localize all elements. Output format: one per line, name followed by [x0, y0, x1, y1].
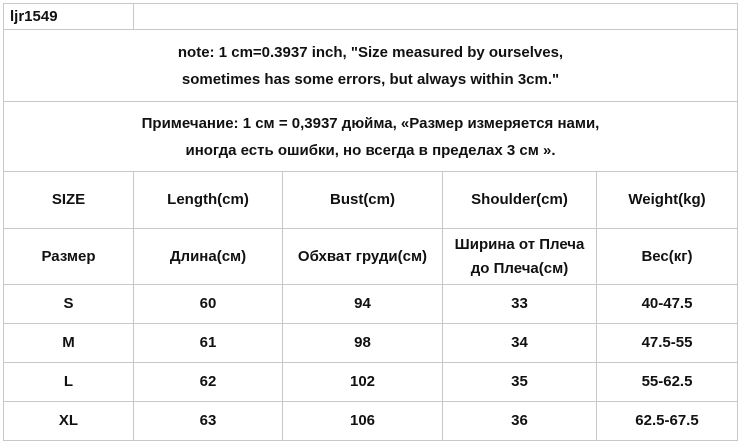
header-length: Length(cm): [134, 172, 283, 229]
cell-bust: 94: [283, 285, 443, 324]
cell-shoulder: 35: [443, 363, 597, 402]
cell-shoulder: 34: [443, 324, 597, 363]
header-row-russian: [4, 229, 738, 285]
table-row: [4, 324, 738, 363]
header-weight-ru: Вес(кг): [597, 229, 738, 285]
code-row-empty: [134, 4, 738, 30]
header-bust-ru: Обхват груди(см): [283, 229, 443, 285]
note-english-line-2: sometimes has some errors, but always within 3cm.": [181, 70, 560, 88]
note-english-line-1: note: 1 cm=0.3937 inch, "Size measured by ourselves,: [177, 43, 564, 61]
cell-weight: 47.5-55: [597, 324, 738, 363]
note-ru-row: [4, 102, 738, 172]
note-russian-line-2: иногда есть ошибки, но всегда в пределах 3 см ».: [185, 141, 556, 159]
code-row: [4, 4, 738, 30]
cell-length: 60: [134, 285, 283, 324]
header-shoulder: Shoulder(cm): [443, 172, 597, 229]
header-size-ru: Размер: [4, 229, 134, 285]
header-shoulder-ru-line-1: Ширина от Плеча: [454, 235, 585, 253]
product-code: ljr1549: [4, 4, 134, 30]
cell-size: S: [4, 285, 134, 324]
cell-bust: 98: [283, 324, 443, 363]
header-size: SIZE: [4, 172, 134, 229]
cell-length: 62: [134, 363, 283, 402]
cell-weight: 62.5-67.5: [597, 402, 738, 441]
cell-size: M: [4, 324, 134, 363]
note-english: [4, 30, 738, 102]
size-table: [3, 3, 738, 441]
cell-bust: 102: [283, 363, 443, 402]
cell-shoulder: 33: [443, 285, 597, 324]
header-bust: Bust(cm): [283, 172, 443, 229]
cell-weight: 55-62.5: [597, 363, 738, 402]
header-shoulder-ru: [443, 229, 597, 285]
table-row: [4, 363, 738, 402]
header-weight: Weight(kg): [597, 172, 738, 229]
cell-shoulder: 36: [443, 402, 597, 441]
note-russian-line-1: Примечание: 1 см = 0,3937 дюйма, «Размер измеряется нами,: [141, 114, 600, 132]
header-shoulder-ru-line-2: до Плеча(см): [470, 259, 569, 277]
cell-weight: 40-47.5: [597, 285, 738, 324]
header-row-english: [4, 172, 738, 229]
cell-size: L: [4, 363, 134, 402]
cell-bust: 106: [283, 402, 443, 441]
header-length-ru: Длина(см): [134, 229, 283, 285]
note-en-row: [4, 30, 738, 102]
cell-length: 63: [134, 402, 283, 441]
note-russian: [4, 102, 738, 172]
cell-length: 61: [134, 324, 283, 363]
table-row: [4, 402, 738, 441]
table-row: [4, 285, 738, 324]
cell-size: XL: [4, 402, 134, 441]
